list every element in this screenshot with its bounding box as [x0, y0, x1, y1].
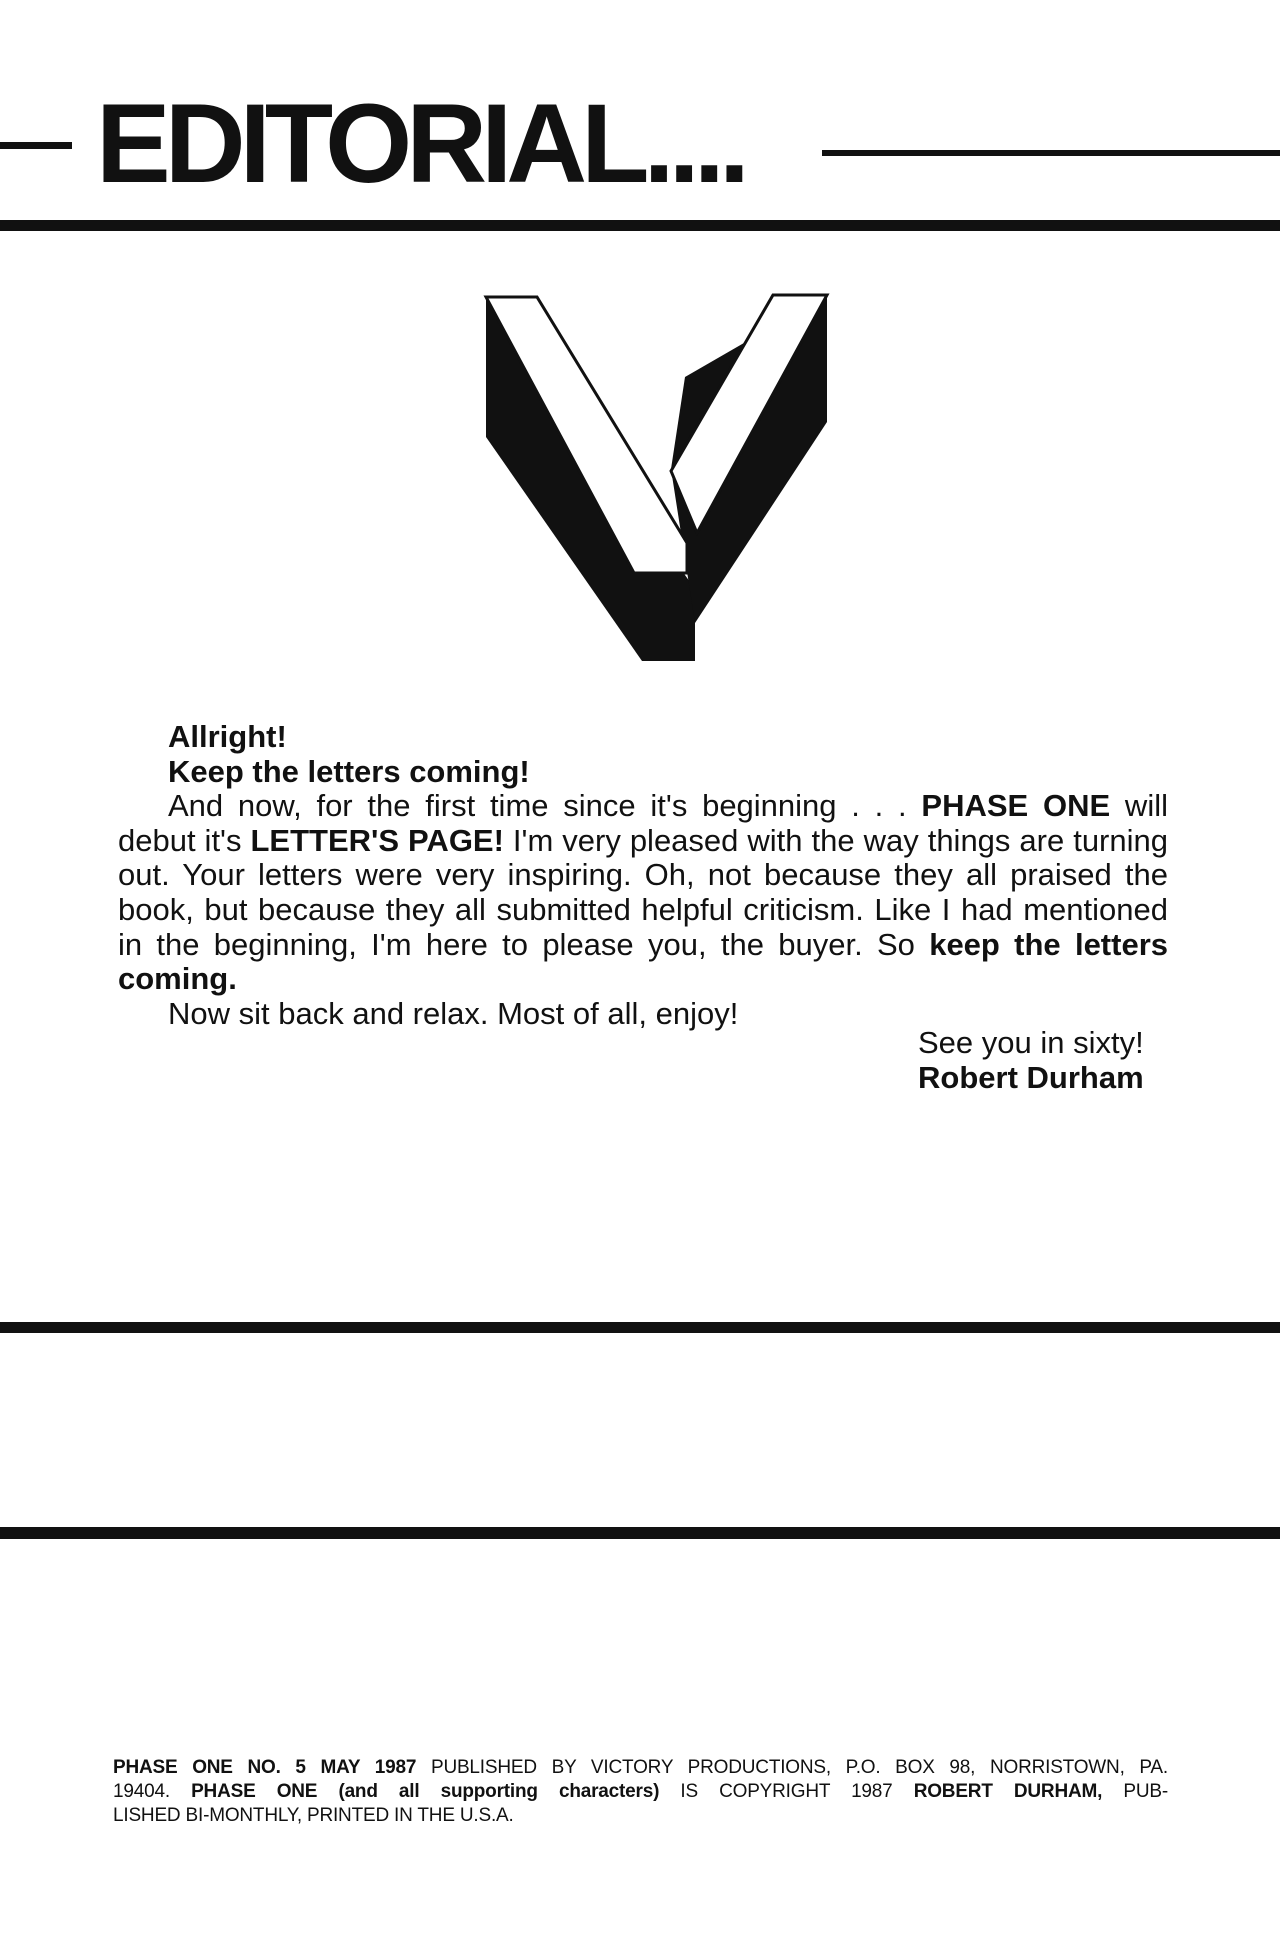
- divider-rule-2: [0, 1527, 1280, 1539]
- indicia-line-1: PHASE ONE NO. 5 MAY 1987 PUBLISHED BY VICTORY PRODUCTIONS, P.O. BOX 98, NORRISTOWN, PA.: [113, 1757, 1168, 1778]
- header-rule: [0, 220, 1280, 231]
- editorial-body: [118, 720, 1168, 1031]
- publication-indicia: [113, 1756, 1168, 1828]
- editorial-exclamation: Allright!: [168, 719, 287, 754]
- editorial-keep-coming: Keep the letters coming!: [168, 753, 530, 789]
- signature: Robert Durham: [918, 1059, 1144, 1095]
- editorial-paragraph: And now, for the first time since it's beginning . . . PHASE ONE will debut it's LETTER'S PAGE! I'm very pleased with the way things are turning out. Your letters were very inspiring. Oh, not because they all praised the book, but because they all submitted helpful criticism. Like I had mentioned in the beginning, I'm here to please you, the buyer. So keep the letters coming.: [118, 788, 1168, 997]
- signoff: [918, 1026, 1144, 1095]
- indicia-line-2: 19404. PHASE ONE (and all supporting characters) IS COPYRIGHT 1987 ROBERT DURHAM, PUB-: [113, 1781, 1168, 1802]
- editorial-closing-paragraph: Now sit back and relax. Most of all, enjoy!: [168, 995, 739, 1031]
- indicia-line-3: LISHED BI-MONTHLY, PRINTED IN THE U.S.A.: [113, 1805, 514, 1826]
- header-line: [822, 150, 1280, 156]
- closing-line: See you in sixty!: [918, 1025, 1144, 1060]
- v-logo-icon: [475, 287, 835, 665]
- page-title: EDITORIAL....: [96, 81, 744, 206]
- header-dash: [0, 142, 72, 149]
- divider-rule-1: [0, 1322, 1280, 1333]
